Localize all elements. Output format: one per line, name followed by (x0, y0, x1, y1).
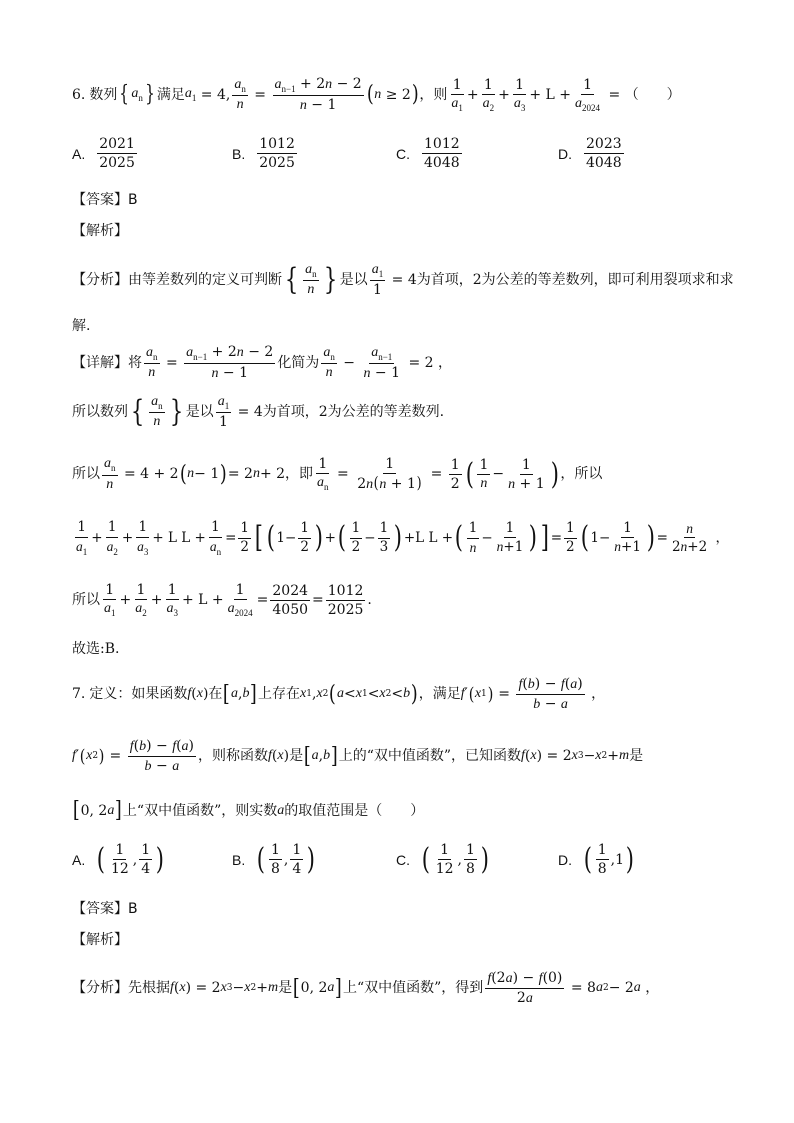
q7-stem-2: f ′ ( x 2 ) = $\frac{f(b) - f(a)}{b - a}$ ，则称函数 f ( x ) 是 [ a , b ] 上的“双中值函数”，已知函数 f ( x ) = 2 x 3 − x 2 + m 是 (72, 738, 644, 775)
q6-stem: 6. 数列 { $a_n$ } 满足 $a_1$ = 4, $\frac{a_n}{n}$ = $\frac{a_{n-1} + 2n - 2}{n - 1}$ ( n ≥ 2 ) ，则 $\frac{1}{a_1}$ + $\frac{1}{a_2}$ + $\frac{1}{a_3}$ + L + $\frac{1}{a_{2024}}$ = （ ） (72, 76, 681, 114)
answer-tag: 【答案】 (72, 901, 128, 917)
q6-analysis-tag: 【解析】 (72, 223, 128, 239)
q6-option-b[interactable]: B. $\frac{1012}{2025}$ (232, 136, 295, 172)
q6-answer (72, 192, 734, 209)
answer-value: B (128, 901, 138, 917)
q6-xiangjie-3: 所以 $\frac{a_n}{n}$ = 4 + 2 ( n − 1 ) = 2 n + 2 ，即 $\frac{1}{a_n}$ = $\frac{1}{2n(n + 1)}$ = $\frac{1}{2}$ ( $\frac{1}{n}$ − $\frac{1}{n + 1}$ ) ，所以 (72, 456, 603, 493)
q6-stem-text-1: 数列 (89, 86, 118, 103)
q6-stem-text-3: ，则 (419, 86, 448, 103)
q7-options (72, 842, 722, 882)
answer-tag: 【答案】 (72, 192, 128, 208)
q6-number: 6. (72, 86, 86, 103)
q7-fenxi: 【分析】 先根据 f ( x ) = 2 x 3 − x 2 + m 是 [ 0, 2 a ] 上“双中值函数”，得到 $\frac{f(2a) - f(0)}{2a}$ = 8 a 2 − 2 a ， (72, 970, 660, 1007)
answer-value: B (128, 192, 138, 208)
q7-option-b[interactable]: B. ( $\frac{1}{8}$ , $\frac{1}{4}$ ) (232, 841, 316, 878)
q6-xiangjie-5: 所以 $\frac{1}{a_1}$ + $\frac{1}{a_2}$ + $\frac{1}{a_3}$ + L + $\frac{1}{a_{2024}}$ = $\frac{2024}{4050}$ = $\frac{1012}{2025}$ . (72, 582, 372, 619)
q6-xiangjie-4: $\frac{1}{a_1}$ + $\frac{1}{a_2}$ + $\frac{1}{a_3}$ + L L + $\frac{1}{a_n}$ = $\frac{1}{2}$ [ ( 1− $\frac{1}{2}$ ) + ( $\frac{1}{2}$ − $\frac{1}{3}$ ) +L L + ( $\frac{1}{n}$ − $\frac{1}{n+1}$ ) ] = $\frac{1}{2}$ ( 1− $\frac{1}{n+1}$ ) = $\frac{n}{2n+2}$ ， (76, 519, 729, 557)
q7-number: 7. (72, 686, 86, 703)
q6-fenxi: 【分析】 由等差数列的定义可判断 { $\frac{a_n}{n}$ } 是以 $\frac{a_1}{1}$ = 4 为首项，2为公差的等差数列，即可利用裂项求和求 (72, 262, 734, 299)
q6-stem-text-2: 满足 (156, 86, 185, 103)
q6-option-d[interactable]: D. $\frac{2023}{4048}$ (558, 136, 622, 172)
q7-option-d[interactable]: D. ( $\frac{1}{8}$ , 1 ) (558, 841, 634, 878)
q7-stem-1: 7. 定义：如果函数 f ( x ) 在 [ a , b ] 上存在 x 1 , x 2 ( a < x 1 < x 2 < b ) ，满足 f ′ ( x 1 ) = $\frac{f(b) - f(a)}{b - a}$ ， (72, 676, 606, 713)
q6-choose: 故选:B. (72, 641, 120, 657)
q6-fenxi-cont: 解. (72, 318, 91, 334)
q6-xiangjie-2: 所以数列 { $\frac{a_n}{n}$ } 是以 $\frac{a_1}{1}$ = 4 为首项，2为公差的等差数列. (72, 394, 445, 431)
q6-option-a[interactable]: A. $\frac{2021}{2025}$ (72, 136, 135, 172)
q7-option-a[interactable]: A. ( $\frac{1}{12}$ , $\frac{1}{4}$ ) (72, 841, 165, 878)
q6-xiangjie-1: 【详解】 将 $\frac{a_n}{n}$ = $\frac{a_{n-1} + 2n - 2}{n - 1}$ 化简为 $\frac{a_n}{n}$ − $\frac{a_{n-1}}{n - 1}$ = 2 ， (72, 344, 452, 382)
q6-paren: （ ） (624, 86, 681, 103)
q7-stem-3: [ 0, 2 a ] 上“双中值函数”，则实数 a 的取值范围是（ ） (72, 798, 425, 823)
q7-analysis-tag: 【解析】 (72, 932, 128, 948)
q7-answer (72, 901, 734, 918)
q6-options (72, 136, 722, 176)
q6-option-c[interactable]: C. $\frac{1012}{4048}$ (396, 136, 460, 172)
q7-option-c[interactable]: C. ( $\frac{1}{12}$ , $\frac{1}{8}$ ) (396, 841, 489, 878)
